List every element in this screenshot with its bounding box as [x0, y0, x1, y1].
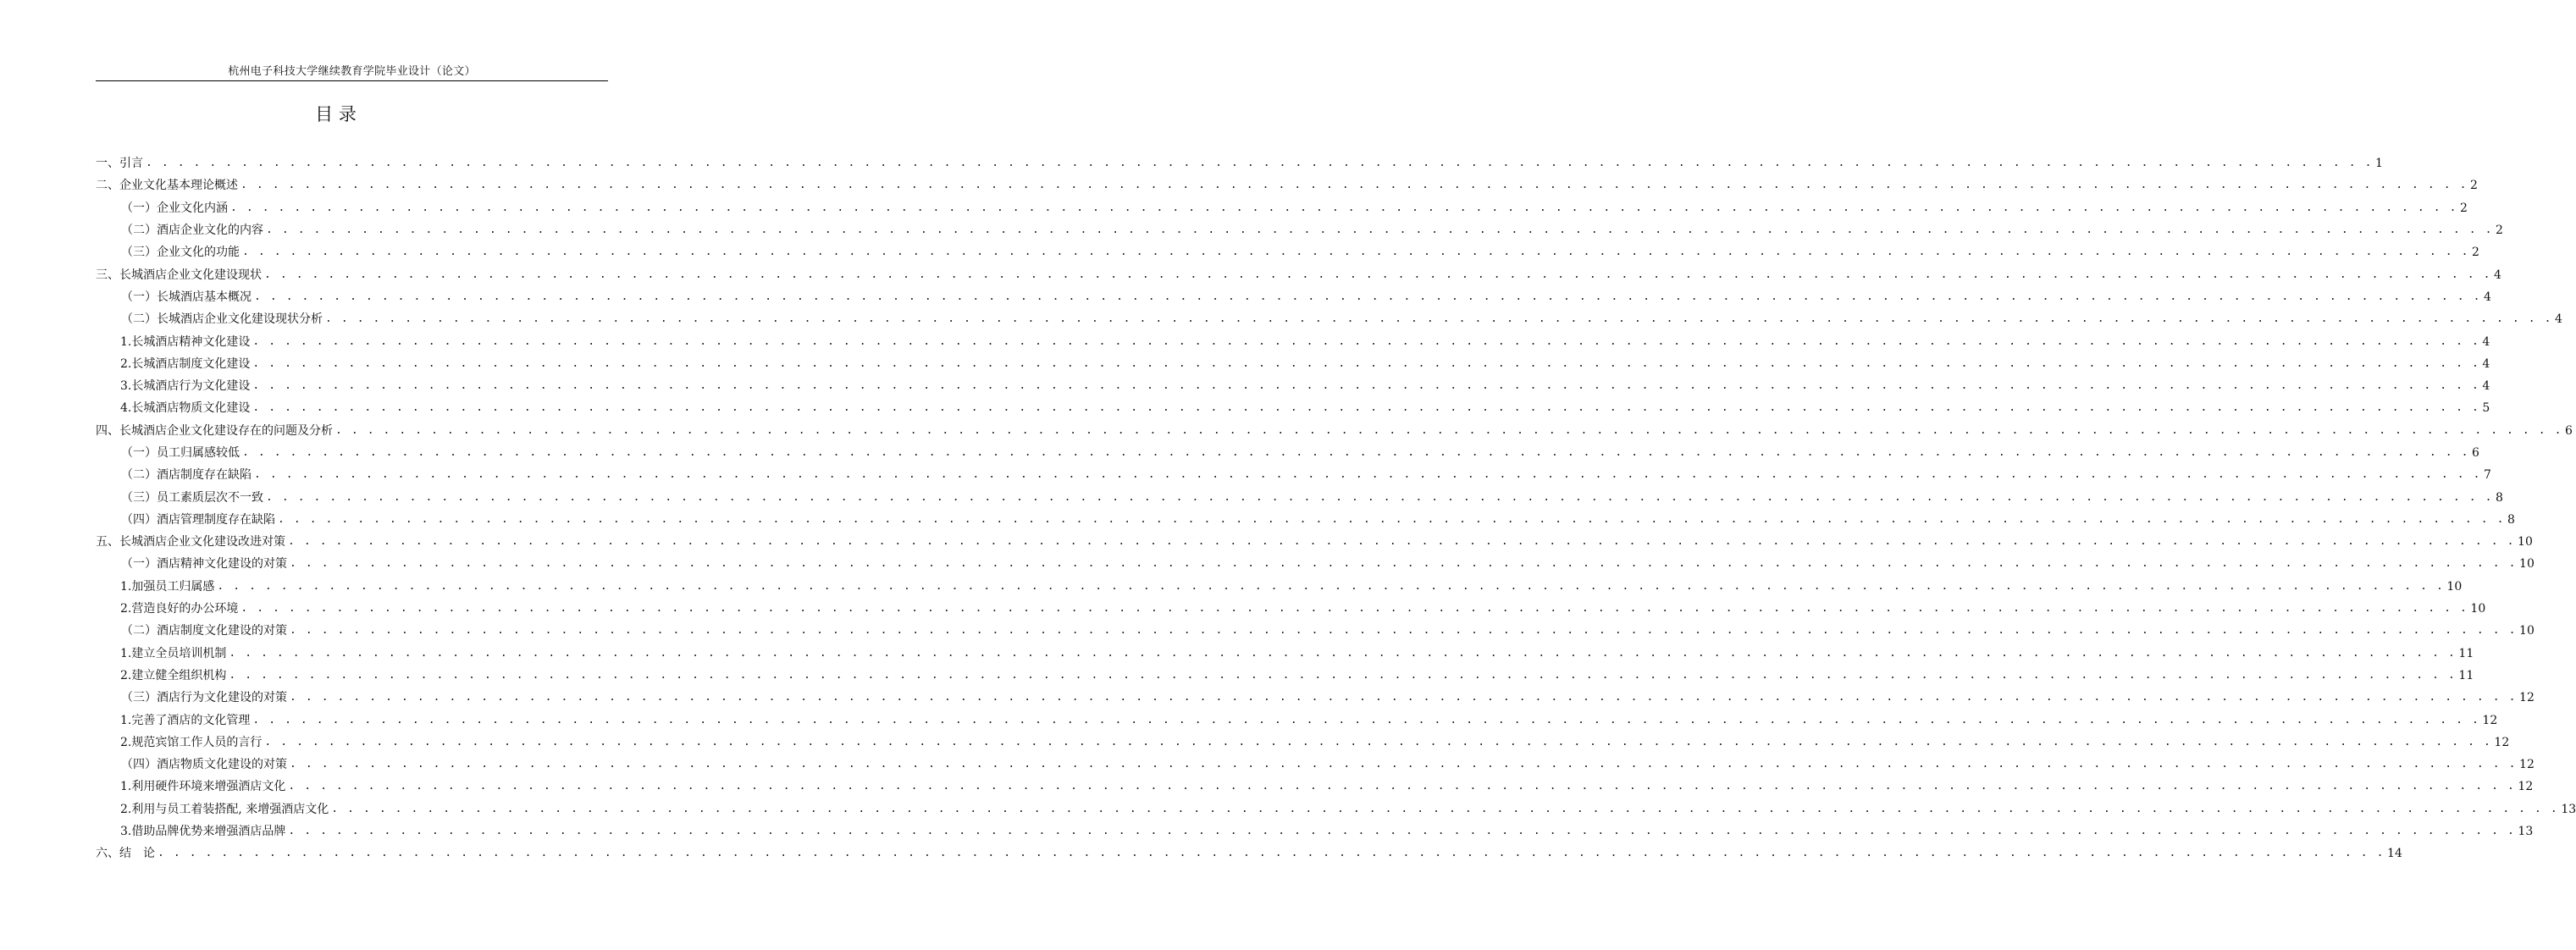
toc-entry[interactable]	[96, 197, 2468, 219]
toc-entry[interactable]	[96, 353, 2490, 375]
toc-page-number: 10	[2446, 579, 2463, 594]
toc-page-number: 13	[2561, 802, 2576, 816]
toc-page-number: 12	[2519, 691, 2535, 705]
toc-leader-dots: . . . . . . . . . . . . . . . . . . . . . . . . . . . . . . . . . . . . . . . . . . . . . . . . . . . . . . . . . . . . . . . . . . . . . . . . . . . . . . . . . . . . . . . . . . . . . . . . . . . . . . . . . . . . . . . . . . . . . . . . . . . . . . . . . . . . . . . . . . . .	[254, 468, 2482, 482]
toc-entry-title: 1.长城酒店精神文化建设	[120, 334, 251, 349]
toc-entry-title: （二）酒店制度文化建设的对策	[121, 624, 287, 638]
toc-entry[interactable]	[96, 174, 2478, 196]
toc-entry[interactable]	[96, 576, 2463, 598]
toc-entry-title: 2.利用与员工着装搭配, 来增强酒店文化	[120, 802, 329, 816]
toc-page-number: 4	[2494, 268, 2501, 282]
toc-entry-title: 二、企业文化基本理论概述	[96, 179, 238, 193]
toc-entry[interactable]	[96, 464, 2491, 486]
toc-leader-dots: . . . . . . . . . . . . . . . . . . . . . . . . . . . . . . . . . . . . . . . . . . . . . . . . . . . . . . . . . . . . . . . . . . . . . . . . . . . . . . . . . . . . . . . . . . . . . . . . . . . . . . . . . . . . . . . . . . . . . . . . . . . . . . . . . . . . . . . . . . . .	[290, 758, 2518, 771]
toc-entry-title: （三）员工素质层次不一致	[121, 490, 263, 505]
toc-leader-dots: . . . . . . . . . . . . . . . . . . . . . . . . . . . . . . . . . . . . . . . . . . . . . . . . . . . . . . . . . . . . . . . . . . . . . . . . . . . . . . . . . . . . . . . . . . . . . . . . . . . . . . . . . . . . . . . . . . . . . . . . . . . . . . . . . . . . . . . . . . . .	[158, 847, 2385, 860]
toc-page-number: 2	[2470, 179, 2478, 193]
toc-page-number: 4	[2484, 290, 2491, 304]
toc-page-number: 7	[2484, 468, 2491, 483]
toc-entry[interactable]	[96, 286, 2491, 308]
toc-leader-dots: . . . . . . . . . . . . . . . . . . . . . . . . . . . . . . . . . . . . . . . . . . . . . . . . . . . . . . . . . . . . . . . . . . . . . . . . . . . . . . . . . . . . . . . . . . . . . . . . . . . . . . . . . . . . . . . . . . . . . . . . . . . . . . . . . . . . . . . . . . . .	[264, 268, 2492, 281]
toc-entry[interactable]	[96, 531, 2533, 553]
toc-entry[interactable]	[96, 754, 2535, 776]
toc-entry-title: （二）长城酒店企业文化建设现状分析	[121, 312, 323, 327]
toc-leader-dots: . . . . . . . . . . . . . . . . . . . . . . . . . . . . . . . . . . . . . . . . . . . . . . . . . . . . . . . . . . . . . . . . . . . . . . . . . . . . . . . . . . . . . . . . . . . . . . . . . . . . . . . . . . . . . . . . . . . . . . . . . . . . . . . . . . . . . . . . . . . .	[254, 290, 2482, 303]
toc-page-number: 4	[2482, 356, 2490, 371]
toc-leader-dots: . . . . . . . . . . . . . . . . . . . . . . . . . . . . . . . . . . . . . . . . . . . . . . . . . . . . . . . . . . . . . . . . . . . . . . . . . . . . . . . . . . . . . . . . . . . . . . . . . . . . . . . . . . . . . . . . . . . . . . . . . . . . . . . . . . . . . . . . . . . .	[230, 201, 2458, 214]
toc-leader-dots: . . . . . . . . . . . . . . . . . . . . . . . . . . . . . . . . . . . . . . . . . . . . . . . . . . . . . . . . . . . . . . . . . . . . . . . . . . . . . . . . . . . . . . . . . . . . . . . . . . . . . . . . . . . . . . . . . . . . . . . . . . . . . . . . . . . . . . . . . . . .	[335, 423, 2563, 437]
toc-entry-title: （二）酒店企业文化的内容	[121, 224, 263, 238]
toc-leader-dots: . . . . . . . . . . . . . . . . . . . . . . . . . . . . . . . . . . . . . . . . . . . . . . . . . . . . . . . . . . . . . . . . . . . . . . . . . . . . . . . . . . . . . . . . . . . . . . . . . . . . . . . . . . . . . . . . . . . . . . . . . . . . . . . . . . . . . . . . . . . .	[217, 579, 2445, 593]
toc-page-number: 12	[2518, 780, 2534, 794]
toc-leader-dots: . . . . . . . . . . . . . . . . . . . . . . . . . . . . . . . . . . . . . . . . . . . . . . . . . . . . . . . . . . . . . . . . . . . . . . . . . . . . . . . . . . . . . . . . . . . . . . . . . . . . . . . . . . . . . . . . . . . . . . . . . . . . . . . . . . . . . . . . . . . .	[266, 224, 2494, 237]
toc-leader-dots: . . . . . . . . . . . . . . . . . . . . . . . . . . . . . . . . . . . . . . . . . . . . . . . . . . . . . . . . . . . . . . . . . . . . . . . . . . . . . . . . . . . . . . . . . . . . . . . . . . . . . . . . . . . . . . . . . . . . . . . . . . . . . . . . . . . . . . . . . . . .	[290, 691, 2518, 704]
toc-page-number: 14	[2387, 847, 2402, 861]
toc-page-number: 1	[2375, 157, 2383, 171]
toc-leader-dots: . . . . . . . . . . . . . . . . . . . . . . . . . . . . . . . . . . . . . . . . . . . . . . . . . . . . . . . . . . . . . . . . . . . . . . . . . . . . . . . . . . . . . . . . . . . . . . . . . . . . . . . . . . . . . . . . . . . . . . . . . . . . . . . . . . . . . . . . . . . .	[229, 646, 2457, 660]
toc-entry-title: 四、长城酒店企业文化建设存在的问题及分析	[96, 423, 333, 438]
toc-entry-title: （一）企业文化内涵	[121, 201, 228, 215]
toc-leader-dots: . . . . . . . . . . . . . . . . . . . . . . . . . . . . . . . . . . . . . . . . . . . . . . . . . . . . . . . . . . . . . . . . . . . . . . . . . . . . . . . . . . . . . . . . . . . . . . . . . . . . . . . . . . . . . . . . . . . . . . . . . . . . . . . . . . . . . . . . . . . .	[252, 356, 2480, 370]
toc-entry[interactable]	[96, 776, 2534, 798]
page-title: 目 录	[315, 104, 357, 124]
toc-leader-dots: . . . . . . . . . . . . . . . . . . . . . . . . . . . . . . . . . . . . . . . . . . . . . . . . . . . . . . . . . . . . . . . . . . . . . . . . . . . . . . . . . . . . . . . . . . . . . . . . . . . . . . . . . . . . . . . . . . . . . . . . . . . . . . . . . . . . . . . . . . . .	[264, 735, 2492, 748]
toc-entry[interactable]	[96, 375, 2490, 397]
toc-entry[interactable]	[96, 397, 2490, 419]
toc-entry-title: （二）酒店制度存在缺陷	[121, 468, 252, 483]
toc-entry-title: 2.建立健全组织机构	[120, 668, 227, 682]
toc-leader-dots: . . . . . . . . . . . . . . . . . . . . . . . . . . . . . . . . . . . . . . . . . . . . . . . . . . . . . . . . . . . . . . . . . . . . . . . . . . . . . . . . . . . . . . . . . . . . . . . . . . . . . . . . . . . . . . . . . . . . . . . . . . . . . . . . . . . . . . . . . . . .	[240, 602, 2468, 616]
toc-page-number: 2	[2496, 224, 2503, 238]
toc-page-number: 6	[2472, 446, 2479, 460]
toc-entry[interactable]	[96, 553, 2535, 575]
toc-entry[interactable]	[96, 687, 2535, 709]
toc-page-number: 10	[2518, 535, 2533, 550]
toc-entry-title: （一）员工归属感较低	[121, 446, 240, 460]
toc-leader-dots: . . . . . . . . . . . . . . . . . . . . . . . . . . . . . . . . . . . . . . . . . . . . . . . . . . . . . . . . . . . . . . . . . . . . . . . . . . . . . . . . . . . . . . . . . . . . . . . . . . . . . . . . . . . . . . . . . . . . . . . . . . . . . . . . . . . . . . . . . . . .	[252, 401, 2480, 415]
toc-page-number: 11	[2458, 646, 2474, 660]
toc-leader-dots: . . . . . . . . . . . . . . . . . . . . . . . . . . . . . . . . . . . . . . . . . . . . . . . . . . . . . . . . . . . . . . . . . . . . . . . . . . . . . . . . . . . . . . . . . . . . . . . . . . . . . . . . . . . . . . . . . . . . . . . . . . . . . . . . . . . . . . . . . . . .	[288, 825, 2516, 838]
toc-page-number: 8	[2507, 512, 2515, 527]
toc-leader-dots: . . . . . . . . . . . . . . . . . . . . . . . . . . . . . . . . . . . . . . . . . . . . . . . . . . . . . . . . . . . . . . . . . . . . . . . . . . . . . . . . . . . . . . . . . . . . . . . . . . . . . . . . . . . . . . . . . . . . . . . . . . . . . . . . . . . . . . . . . . . .	[290, 624, 2518, 638]
toc-page-number: 10	[2519, 624, 2535, 638]
toc-entry[interactable]	[96, 241, 2479, 263]
toc-entry[interactable]	[96, 732, 2510, 754]
toc-entry-title: 五、长城酒店企业文化建设改进对策	[96, 535, 285, 550]
toc-entry-title: 1.建立全员培训机制	[120, 646, 227, 660]
running-header: 杭州电子科技大学继续教育学院毕业设计（论文）	[228, 65, 476, 78]
toc-leader-dots: . . . . . . . . . . . . . . . . . . . . . . . . . . . . . . . . . . . . . . . . . . . . . . . . . . . . . . . . . . . . . . . . . . . . . . . . . . . . . . . . . . . . . . . . . . . . . . . . . . . . . . . . . . . . . . . . . . . . . . . . . . . . . . . . . . . . . . . . . . . .	[288, 780, 2516, 793]
toc-page-number: 6	[2565, 423, 2573, 438]
toc-entry-title: 1.完善了酒店的文化管理	[120, 713, 251, 727]
toc-leader-dots: . . . . . . . . . . . . . . . . . . . . . . . . . . . . . . . . . . . . . . . . . . . . . . . . . . . . . . . . . . . . . . . . . . . . . . . . . . . . . . . . . . . . . . . . . . . . . . . . . . . . . . . . . . . . . . . . . . . . . . . . . . . . . . . . . . . . . . . . . . . .	[331, 802, 2559, 815]
toc-page-number: 12	[2519, 758, 2535, 772]
toc-entry-title: （四）酒店管理制度存在缺陷	[121, 512, 275, 527]
toc-page-number: 10	[2519, 557, 2535, 572]
table-of-contents	[96, 152, 2576, 865]
toc-entry-title: 1.利用硬件环境来增强酒店文化	[120, 780, 286, 794]
toc-page-number: 8	[2496, 490, 2503, 505]
toc-leader-dots: . . . . . . . . . . . . . . . . . . . . . . . . . . . . . . . . . . . . . . . . . . . . . . . . . . . . . . . . . . . . . . . . . . . . . . . . . . . . . . . . . . . . . . . . . . . . . . . . . . . . . . . . . . . . . . . . . . . . . . . . . . . . . . . . . . . . . . . . . . . .	[278, 512, 2506, 526]
toc-entry[interactable]	[96, 643, 2474, 665]
toc-entry-title: （一）酒店精神文化建设的对策	[121, 557, 287, 572]
toc-entry[interactable]	[96, 842, 2402, 864]
toc-entry[interactable]	[96, 308, 2562, 330]
toc-entry-title: 2.营造良好的办公环境	[120, 602, 239, 616]
toc-leader-dots: . . . . . . . . . . . . . . . . . . . . . . . . . . . . . . . . . . . . . . . . . . . . . . . . . . . . . . . . . . . . . . . . . . . . . . . . . . . . . . . . . . . . . . . . . . . . . . . . . . . . . . . . . . . . . . . . . . . . . . . . . . . . . . . . . . . . . . . . . . . .	[290, 557, 2518, 571]
toc-leader-dots: . . . . . . . . . . . . . . . . . . . . . . . . . . . . . . . . . . . . . . . . . . . . . . . . . . . . . . . . . . . . . . . . . . . . . . . . . . . . . . . . . . . . . . . . . . . . . . . . . . . . . . . . . . . . . . . . . . . . . . . . . . . . . . . . . . . . . . . . . . . .	[252, 713, 2480, 726]
toc-entry[interactable]	[96, 330, 2490, 352]
toc-entry-title: 2.规范宾馆工作人员的言行	[120, 735, 263, 749]
toc-leader-dots: . . . . . . . . . . . . . . . . . . . . . . . . . . . . . . . . . . . . . . . . . . . . . . . . . . . . . . . . . . . . . . . . . . . . . . . . . . . . . . . . . . . . . . . . . . . . . . . . . . . . . . . . . . . . . . . . . . . . . . . . . . . . . . . . . . . . . . . . . . . .	[240, 179, 2468, 192]
toc-entry[interactable]	[96, 152, 2383, 174]
toc-entry-title: 3.借助品牌优势来增强酒店品牌	[120, 825, 286, 839]
toc-page-number: 10	[2470, 602, 2486, 616]
toc-entry[interactable]	[96, 709, 2498, 731]
toc-entry-title: 2.长城酒店制度文化建设	[120, 356, 251, 371]
toc-page-number: 13	[2518, 825, 2534, 839]
toc-entry[interactable]	[96, 598, 2486, 620]
toc-entry-title: （三）企业文化的功能	[121, 246, 240, 260]
toc-leader-dots: . . . . . . . . . . . . . . . . . . . . . . . . . . . . . . . . . . . . . . . . . . . . . . . . . . . . . . . . . . . . . . . . . . . . . . . . . . . . . . . . . . . . . . . . . . . . . . . . . . . . . . . . . . . . . . . . . . . . . . . . . . . . . . . . . . . . . . . . . . . .	[242, 446, 2470, 459]
toc-entry-title: 六、结 论	[96, 847, 155, 861]
toc-entry[interactable]	[96, 620, 2535, 642]
toc-page-number: 12	[2494, 735, 2510, 749]
toc-entry-title: （一）长城酒店基本概况	[121, 290, 252, 304]
toc-entry-title: （三）酒店行为文化建设的对策	[121, 691, 287, 705]
toc-leader-dots: . . . . . . . . . . . . . . . . . . . . . . . . . . . . . . . . . . . . . . . . . . . . . . . . . . . . . . . . . . . . . . . . . . . . . . . . . . . . . . . . . . . . . . . . . . . . . . . . . . . . . . . . . . . . . . . . . . . . . . . . . . . . . . . . . . . . . . . . . . . .	[229, 668, 2457, 682]
toc-entry[interactable]	[96, 420, 2573, 442]
toc-page-number: 4	[2482, 379, 2490, 394]
toc-entry[interactable]	[96, 509, 2515, 531]
toc-entry[interactable]	[96, 442, 2479, 464]
toc-entry[interactable]	[96, 486, 2503, 508]
toc-entry-title: 一、引言	[96, 157, 143, 171]
toc-entry[interactable]	[96, 820, 2534, 842]
toc-page-number: 5	[2482, 401, 2490, 416]
toc-entry-title: 3.长城酒店行为文化建设	[120, 379, 251, 394]
toc-leader-dots: . . . . . . . . . . . . . . . . . . . . . . . . . . . . . . . . . . . . . . . . . . . . . . . . . . . . . . . . . . . . . . . . . . . . . . . . . . . . . . . . . . . . . . . . . . . . . . . . . . . . . . . . . . . . . . . . . . . . . . . . . . . . . . . . . . . . . . . . . . . .	[242, 246, 2470, 259]
toc-leader-dots: . . . . . . . . . . . . . . . . . . . . . . . . . . . . . . . . . . . . . . . . . . . . . . . . . . . . . . . . . . . . . . . . . . . . . . . . . . . . . . . . . . . . . . . . . . . . . . . . . . . . . . . . . . . . . . . . . . . . . . . . . . . . . . . . . . . . . . . . . . . .	[288, 535, 2516, 549]
toc-page-number: 11	[2458, 668, 2474, 682]
toc-page-number: 2	[2460, 201, 2468, 215]
toc-leader-dots: . . . . . . . . . . . . . . . . . . . . . . . . . . . . . . . . . . . . . . . . . . . . . . . . . . . . . . . . . . . . . . . . . . . . . . . . . . . . . . . . . . . . . . . . . . . . . . . . . . . . . . . . . . . . . . . . . . . . . . . . . . . . . . . . . . . . . . . . . . . .	[252, 379, 2480, 393]
toc-entry-title: 三、长城酒店企业文化建设现状	[96, 268, 262, 282]
toc-page-number: 4	[2482, 334, 2490, 349]
toc-leader-dots: . . . . . . . . . . . . . . . . . . . . . . . . . . . . . . . . . . . . . . . . . . . . . . . . . . . . . . . . . . . . . . . . . . . . . . . . . . . . . . . . . . . . . . . . . . . . . . . . . . . . . . . . . . . . . . . . . . . . . . . . . . . . . . . . . . . . . . . . . . . .	[146, 157, 2374, 170]
toc-leader-dots: . . . . . . . . . . . . . . . . . . . . . . . . . . . . . . . . . . . . . . . . . . . . . . . . . . . . . . . . . . . . . . . . . . . . . . . . . . . . . . . . . . . . . . . . . . . . . . . . . . . . . . . . . . . . . . . . . . . . . . . . . . . . . . . . . . . . . . . . . . . .	[325, 312, 2553, 326]
toc-entry-title: （四）酒店物质文化建设的对策	[121, 758, 287, 772]
toc-leader-dots: . . . . . . . . . . . . . . . . . . . . . . . . . . . . . . . . . . . . . . . . . . . . . . . . . . . . . . . . . . . . . . . . . . . . . . . . . . . . . . . . . . . . . . . . . . . . . . . . . . . . . . . . . . . . . . . . . . . . . . . . . . . . . . . . . . . . . . . . . . . .	[252, 334, 2480, 348]
toc-entry[interactable]	[96, 798, 2576, 820]
toc-entry[interactable]	[96, 665, 2474, 687]
toc-entry-title: 4.长城酒店物质文化建设	[120, 401, 251, 416]
toc-entry[interactable]	[96, 219, 2503, 241]
toc-page-number: 12	[2482, 713, 2498, 727]
toc-page-number: 4	[2555, 312, 2562, 327]
toc-leader-dots: . . . . . . . . . . . . . . . . . . . . . . . . . . . . . . . . . . . . . . . . . . . . . . . . . . . . . . . . . . . . . . . . . . . . . . . . . . . . . . . . . . . . . . . . . . . . . . . . . . . . . . . . . . . . . . . . . . . . . . . . . . . . . . . . . . . . . . . . . . . .	[266, 490, 2494, 504]
toc-entry[interactable]	[96, 263, 2501, 285]
toc-page-number: 2	[2472, 246, 2479, 260]
header-rule	[96, 80, 608, 81]
toc-entry-title: 1.加强员工归属感	[120, 579, 215, 594]
